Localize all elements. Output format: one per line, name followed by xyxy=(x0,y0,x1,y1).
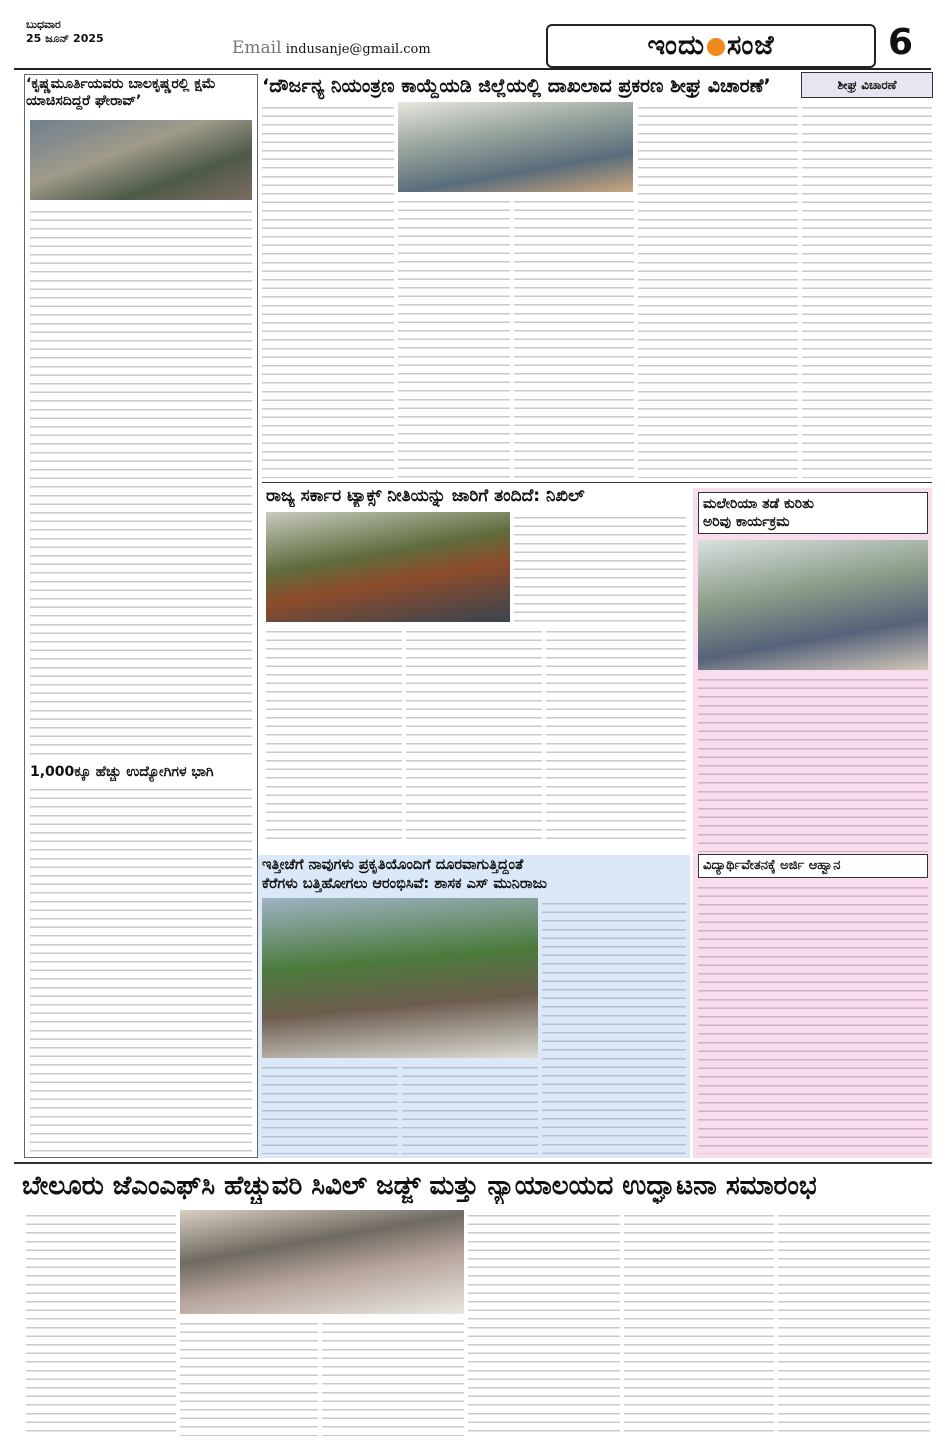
bottom-photo xyxy=(180,1210,464,1314)
lake-photo xyxy=(262,898,538,1058)
lead-column-1 xyxy=(262,102,394,478)
scholarship-body xyxy=(698,882,928,1154)
mid-story-column-2 xyxy=(406,626,542,846)
malaria-body xyxy=(698,674,928,852)
left-second-headline: 1,000ಕ್ಕೂ ಹೆಚ್ಚು ಉದ್ಯೋಗಿಗಳ ಭಾಗಿ xyxy=(30,764,214,780)
lead-headline: ‘ದೌರ್ಜನ್ಯ ನಿಯಂತ್ರಣ ಕಾಯ್ದೆಯಡಿ ಜಿಲ್ಲೆಯಲ್ಲಿ ದಾಖಲಾದ ಪ್ರಕರಣ ಶೀಘ್ರ ವಿಚಾರಣೆ’ xyxy=(262,72,922,100)
email-label: Email xyxy=(232,38,282,58)
bottom-column-1 xyxy=(26,1210,176,1436)
logo-left: ಇಂದು xyxy=(647,30,705,61)
bottom-column-2 xyxy=(180,1318,318,1436)
bottom-column-3 xyxy=(322,1318,464,1436)
bottom-column-6 xyxy=(778,1210,930,1436)
sun-icon xyxy=(707,38,725,56)
email-address[interactable]: indusanje@gmail.com xyxy=(285,42,431,57)
lead-sidebar-tag: ಶೀಘ್ರ ವಿಚಾರಣೆ xyxy=(801,72,933,98)
masthead-rule xyxy=(14,68,931,70)
bottom-column-5 xyxy=(624,1210,774,1436)
left-second-body xyxy=(30,784,252,1154)
section-divider xyxy=(262,482,932,483)
page-number: 6 xyxy=(888,22,914,63)
mid-story-column-3 xyxy=(546,626,686,846)
scholarship-headline: ವಿದ್ಯಾರ್ಥಿವೇತನಕ್ಕೆ ಅರ್ಜಿ ಆಹ್ವಾನ xyxy=(698,854,928,878)
bottom-column-4 xyxy=(468,1210,620,1436)
mid-story-photo xyxy=(266,512,510,622)
lake-headline-line2: ಕೆರೆಗಳು ಬತ್ತಿಹೋಗಲು ಆರಂಭಿಸಿವೆ: ಶಾಸಕ ಎಸ್ ಮುನಿರಾಜು xyxy=(262,876,547,892)
newspaper-logo xyxy=(546,24,876,68)
left-story-body xyxy=(30,206,252,760)
lake-headline xyxy=(262,856,688,894)
logo-right: ಸಂಜೆ xyxy=(727,30,775,61)
lake-headline-line1: ಇತ್ತೀಚೆಗೆ ನಾವುಗಳು ಪ್ರಕೃತಿಯೊಂದಿಗೆ ದೂರವಾಗುತ್ತಿದ್ದಂತೆ xyxy=(262,857,524,873)
malaria-headline xyxy=(698,492,928,534)
masthead-date: 25 ಜೂನ್ 2025 xyxy=(26,32,104,45)
left-story-photo xyxy=(30,120,252,200)
lead-column-3 xyxy=(514,196,634,478)
lake-column-1 xyxy=(262,1062,398,1154)
lead-column-5 xyxy=(802,102,932,478)
lead-photo xyxy=(398,102,633,192)
mid-story-column-1 xyxy=(266,626,402,846)
left-story-headline: ‘ಕೃಷ್ಣಮೂರ್ತಿಯವರು ಬಾಲಕೃಷ್ಣರಲ್ಲಿ ಕ್ಷಮೆ ಯಾಚಿಸದಿದ್ದರೆ ಘೇರಾವ್’ xyxy=(26,76,216,109)
malaria-headline-line2: ಅರಿವು ಕಾರ್ಯಕ್ರಮ xyxy=(703,514,790,530)
lead-column-2 xyxy=(398,196,510,478)
lead-column-4 xyxy=(638,102,798,478)
lake-column-2 xyxy=(402,1062,538,1154)
masthead-email xyxy=(232,38,431,58)
masthead-day: ಬುಧವಾರ xyxy=(26,18,61,31)
malaria-headline-line1: ಮಲೇರಿಯಾ ತಡೆ ಕುರಿತು xyxy=(703,496,814,512)
lake-column-right xyxy=(542,898,686,1154)
mid-story-column-top xyxy=(514,512,686,622)
masthead-day-date xyxy=(26,18,104,46)
bottom-divider xyxy=(14,1162,932,1164)
bottom-headline: ಬೇಲೂರು ಜೆಎಂಎಫ್‌ಸಿ ಹೆಚ್ಚುವರಿ ಸಿವಿಲ್ ಜಡ್ಜ್ ಮತ್ತು ನ್ಯಾಯಾಲಯದ ಉದ್ಘಾಟನಾ ಸಮಾರಂಭ xyxy=(22,1171,817,1201)
malaria-photo xyxy=(698,540,928,670)
mid-story-headline: ರಾಜ್ಯ ಸರ್ಕಾರ ಟ್ಯಾಕ್ಸ್ ನೀತಿಯನ್ನು ಜಾರಿಗೆ ತಂದಿದೆ: ನಿಖಿಲ್ xyxy=(266,486,585,506)
